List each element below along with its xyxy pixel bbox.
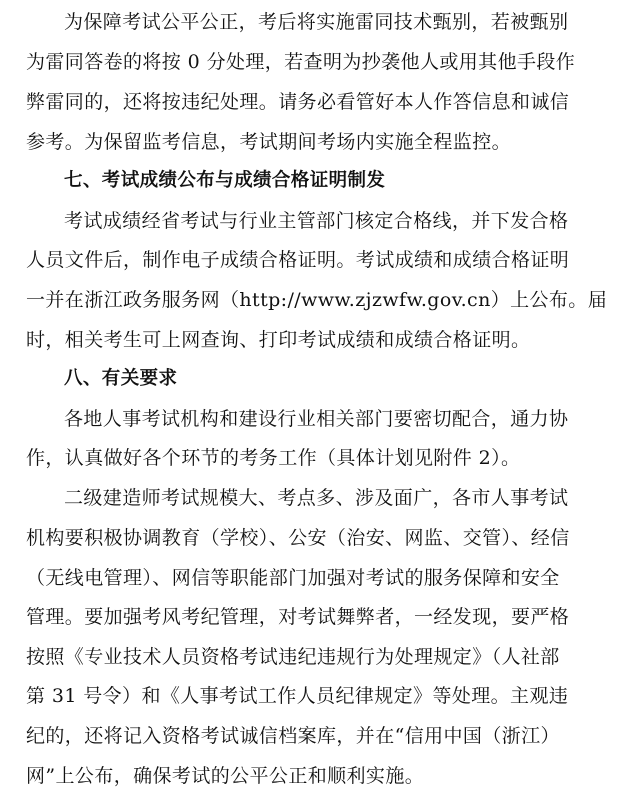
paragraph-line: 二级建造师考试规模大、考点多、涉及面广，各市人事考试 [64, 487, 569, 509]
paragraph-line: （无线电管理）、网信等职能部门加强对考试的服务保障和安全 [26, 567, 560, 589]
paragraph-line: 机构要积极协调教育（学校）、公安（治安、网监、交管）、经信 [26, 527, 570, 549]
paragraph-line: 为雷同答卷的将按 0 分处理，若查明为抄袭他人或用其他手段作 [26, 51, 576, 73]
paragraph-line: 作，认真做好各个环节的考务工作（具体计划见附件 2）。 [26, 447, 521, 469]
section-heading: 七、考试成绩公布与成绩合格证明制发 [64, 170, 386, 191]
paragraph-line: 考试成绩经省考试与行业主管部门核定合格线，并下发合格 [64, 210, 569, 232]
paragraph-line: 时，相关考生可上网查询、打印考试成绩和成绩合格证明。 [26, 329, 531, 351]
paragraph-line: 纪的，还将记入资格考试诚信档案库，并在“信用中国（浙江） [26, 725, 560, 747]
paragraph-line: 按照《专业技术人员资格考试违纪违规行为处理规定》（人社部 [26, 646, 560, 668]
paragraph-line: 人员文件后，制作电子成绩合格证明。考试成绩和成绩合格证明 [26, 249, 570, 271]
paragraph-line: 弊雷同的，还将按违纪处理。请务必看管好本人作答信息和诚信 [26, 91, 570, 113]
paragraph-line: 一并在浙江政务服务网（http://www.zjzwfw.gov.cn）上公布。届 [26, 289, 608, 311]
paragraph-line: 网”上公布，确保考试的公平公正和顺利实施。 [26, 765, 425, 787]
paragraph-line: 为保障考试公平公正，考后将实施雷同技术甄别，若被甄别 [64, 11, 569, 33]
paragraph-line: 第 31 号令）和《人事考试工作人员纪律规定》等处理。主观违 [26, 685, 569, 707]
section-heading: 八、有关要求 [64, 368, 178, 389]
paragraph-line: 参考。为保留监考信息，考试期间考场内实施全程监控。 [26, 131, 512, 153]
paragraph-line: 各地人事考试机构和建设行业相关部门要密切配合，通力协 [64, 408, 569, 430]
paragraph-line: 管理。要加强考风考纪管理，对考试舞弊者，一经发现，要严格 [26, 606, 570, 628]
